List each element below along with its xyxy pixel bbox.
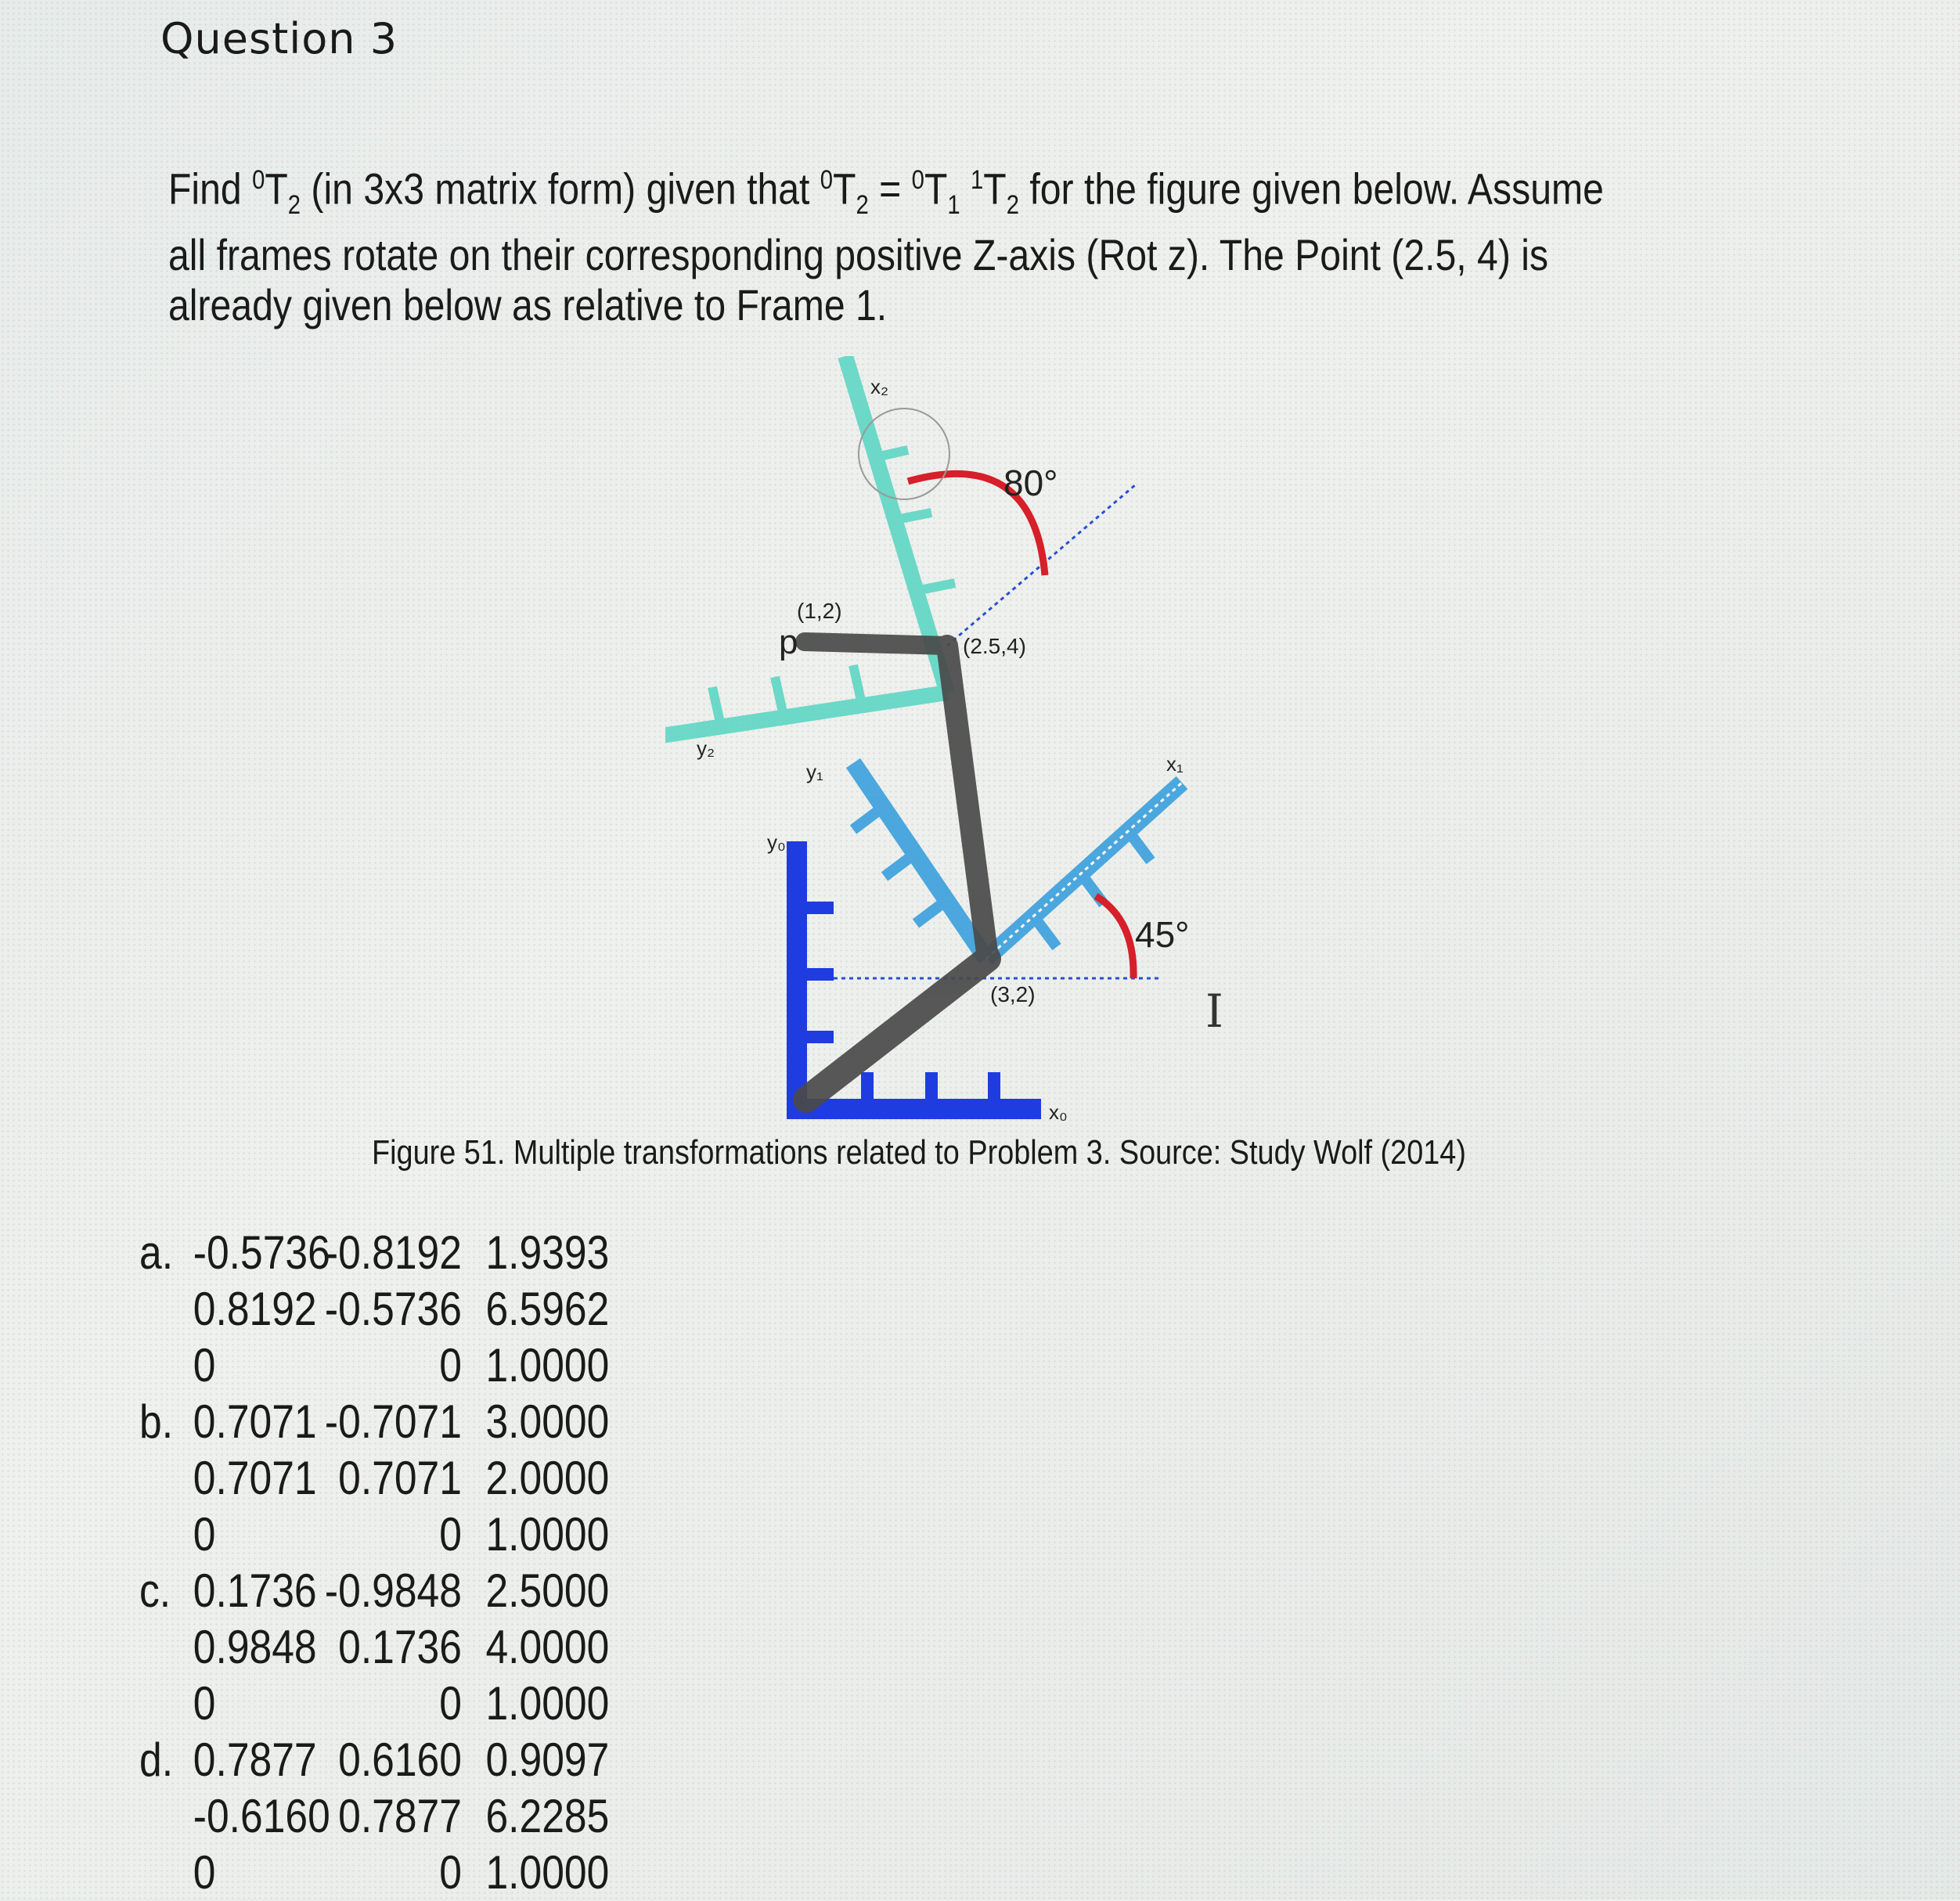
option-c-row-1[interactable]: c. 0.1736 -0.9848 2.5000 (139, 1563, 618, 1619)
option-a-row-2: 0.8192 -0.5736 6.5962 (193, 1283, 610, 1335)
y0-label: y₀ (767, 830, 786, 854)
figure-caption: Figure 51. Multiple transformations related to Problem 3. Source: Study Wolf (2014) (372, 1133, 1466, 1172)
option-a-row-3: 0 0 1.0000 (193, 1339, 610, 1392)
transformation-figure (665, 356, 1260, 1131)
option-b-row-1[interactable]: b. 0.7071 -0.7071 3.0000 (139, 1394, 618, 1450)
option-c-label: c. (139, 1564, 171, 1617)
point-3-2-label: (3,2) (990, 982, 1036, 1006)
option-d-row-2: -0.6160 0.7877 6.2285 (193, 1790, 610, 1842)
question-text: Find $^0T_2$ (in 3x3 matrix form) given that $^0T_2 = ^0T_1$ $^1T_2$ for the figure given below. Assume all frames rotate on their corresponding positive Z-axis (Rot z). The Point (2.5, 4) is already given below as relative to Frame 1. (168, 164, 1604, 329)
p-label: p (779, 623, 798, 661)
angle-80-label: 80° (1003, 463, 1058, 503)
dotted-guides (834, 485, 1182, 978)
option-a-label: a. (139, 1226, 174, 1279)
frame2-axes (665, 356, 955, 736)
angle-45-label: 45° (1135, 914, 1190, 955)
option-d-row-3: 0 0 1.0000 (193, 1846, 610, 1899)
x1-label: x₁ (1166, 752, 1184, 776)
angle-45-arc (1096, 896, 1133, 978)
text-cursor-icon: I (1205, 985, 1223, 1038)
option-d-label: d. (139, 1734, 174, 1786)
question-title: Question 3 (160, 14, 398, 63)
option-b-label: b. (139, 1395, 174, 1448)
point-1-2-label: (1,2) (797, 599, 842, 623)
answer-options (139, 1225, 618, 1901)
option-b-row-2: 0.7071 0.7071 2.0000 (193, 1452, 610, 1504)
option-b-row-3: 0 0 1.0000 (193, 1508, 610, 1561)
y2-label: y₂ (697, 736, 715, 760)
option-d-row-1[interactable]: d. 0.7877 0.6160 0.9097 (139, 1732, 618, 1788)
option-a-row-1[interactable]: a. -0.5736 -0.8192 1.9393 (139, 1225, 618, 1281)
x2-label: x₂ (870, 375, 889, 398)
option-c-row-3: 0 0 1.0000 (193, 1677, 610, 1730)
x0-label: x₀ (1049, 1100, 1068, 1124)
y1-label: y₁ (806, 760, 823, 783)
option-c-row-2: 0.9848 0.1736 4.0000 (193, 1621, 610, 1673)
point-2-5-4-label: (2.5,4) (963, 634, 1026, 658)
